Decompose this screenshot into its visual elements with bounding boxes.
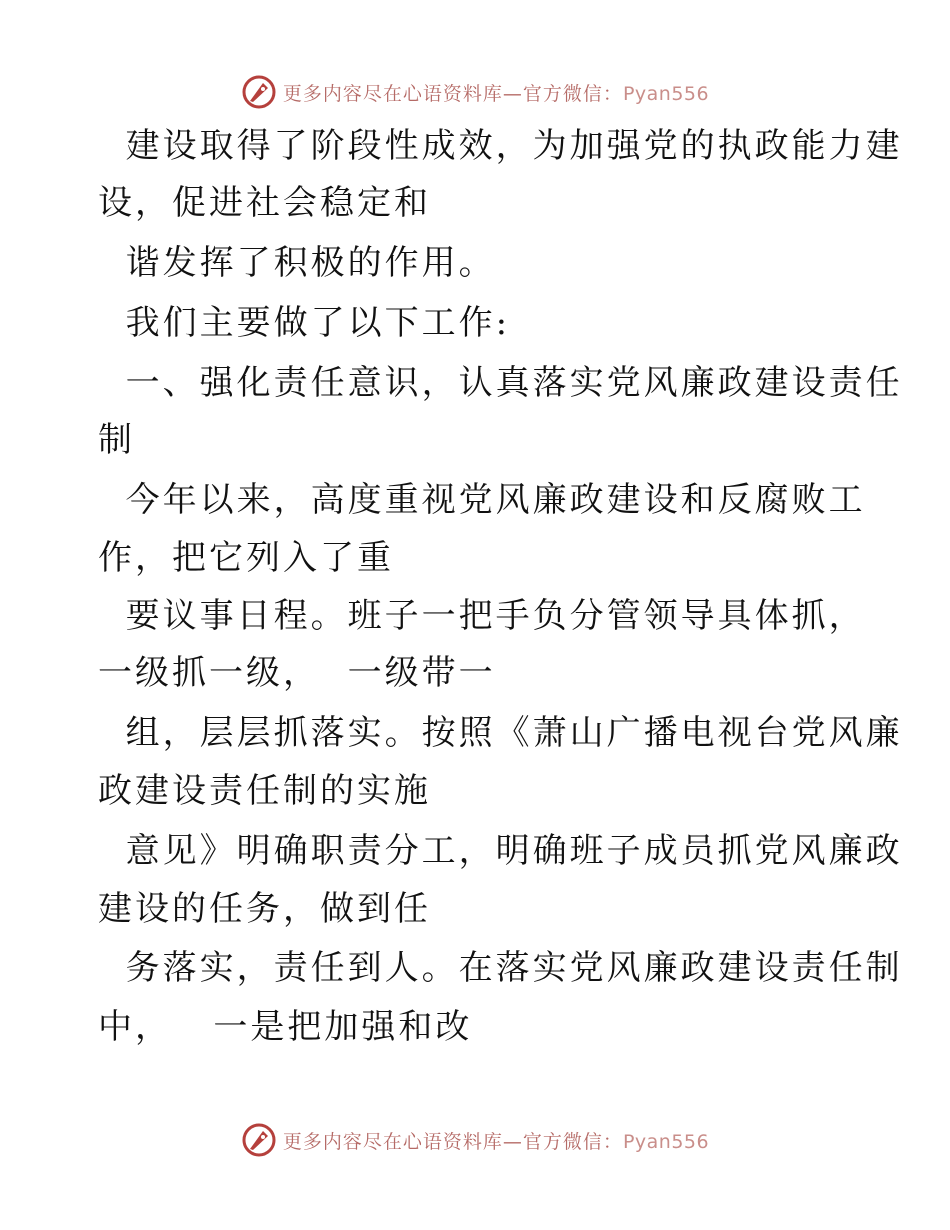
header-watermark: [0, 72, 950, 112]
watermark-main: 更多内容尽在心语资料库: [282, 82, 503, 105]
body-line: 建设的任务，做到任: [98, 889, 431, 929]
watermark-text: [283, 79, 709, 106]
watermark-dash: —: [502, 82, 523, 105]
body-line: 作，把它列入了重: [98, 538, 394, 578]
watermark-wechat-id: Pyan556: [622, 1130, 710, 1153]
body-line: 务落实，责任到人。在落实党风廉政建设责任制: [98, 948, 903, 988]
body-line: 中， 一是把加强和改: [98, 1007, 473, 1047]
pen-nib-icon: [241, 1122, 277, 1158]
pen-nib-icon: [241, 74, 277, 110]
body-line: 一级抓一级， 一级带一: [98, 653, 496, 693]
body-line: 意见》明确职责分工，明确班子成员抓党风廉政: [98, 831, 903, 871]
watermark-wechat-id: Pyan556: [622, 82, 710, 105]
body-line: 政建设责任制的实施: [98, 771, 431, 811]
body-line: 要议事日程。班子一把手负分管领导具体抓，: [98, 596, 866, 636]
footer-watermark: [0, 1120, 950, 1160]
body-line: 组，层层抓落实。按照《萧山广播电视台党风廉: [98, 713, 903, 753]
body-line: 我们主要做了以下工作:: [98, 303, 511, 343]
body-line: 今年以来，高度重视党风廉政建设和反腐败工: [98, 480, 866, 520]
watermark-main: 更多内容尽在心语资料库: [282, 1130, 503, 1153]
watermark-wechat-label: 官方微信：: [522, 1130, 623, 1153]
body-line: 制: [98, 420, 135, 460]
watermark-wechat-label: 官方微信：: [522, 82, 623, 105]
body-line: 设，促进社会稳定和: [98, 183, 431, 223]
body-line: 一、强化责任意识，认真落实党风廉政建设责任: [98, 363, 903, 403]
watermark-dash: —: [502, 1130, 523, 1153]
watermark-text: [283, 1127, 709, 1154]
body-line: 建设取得了阶段性成效，为加强党的执政能力建: [98, 126, 903, 166]
body-line: 谐发挥了积极的作用。: [98, 243, 496, 283]
